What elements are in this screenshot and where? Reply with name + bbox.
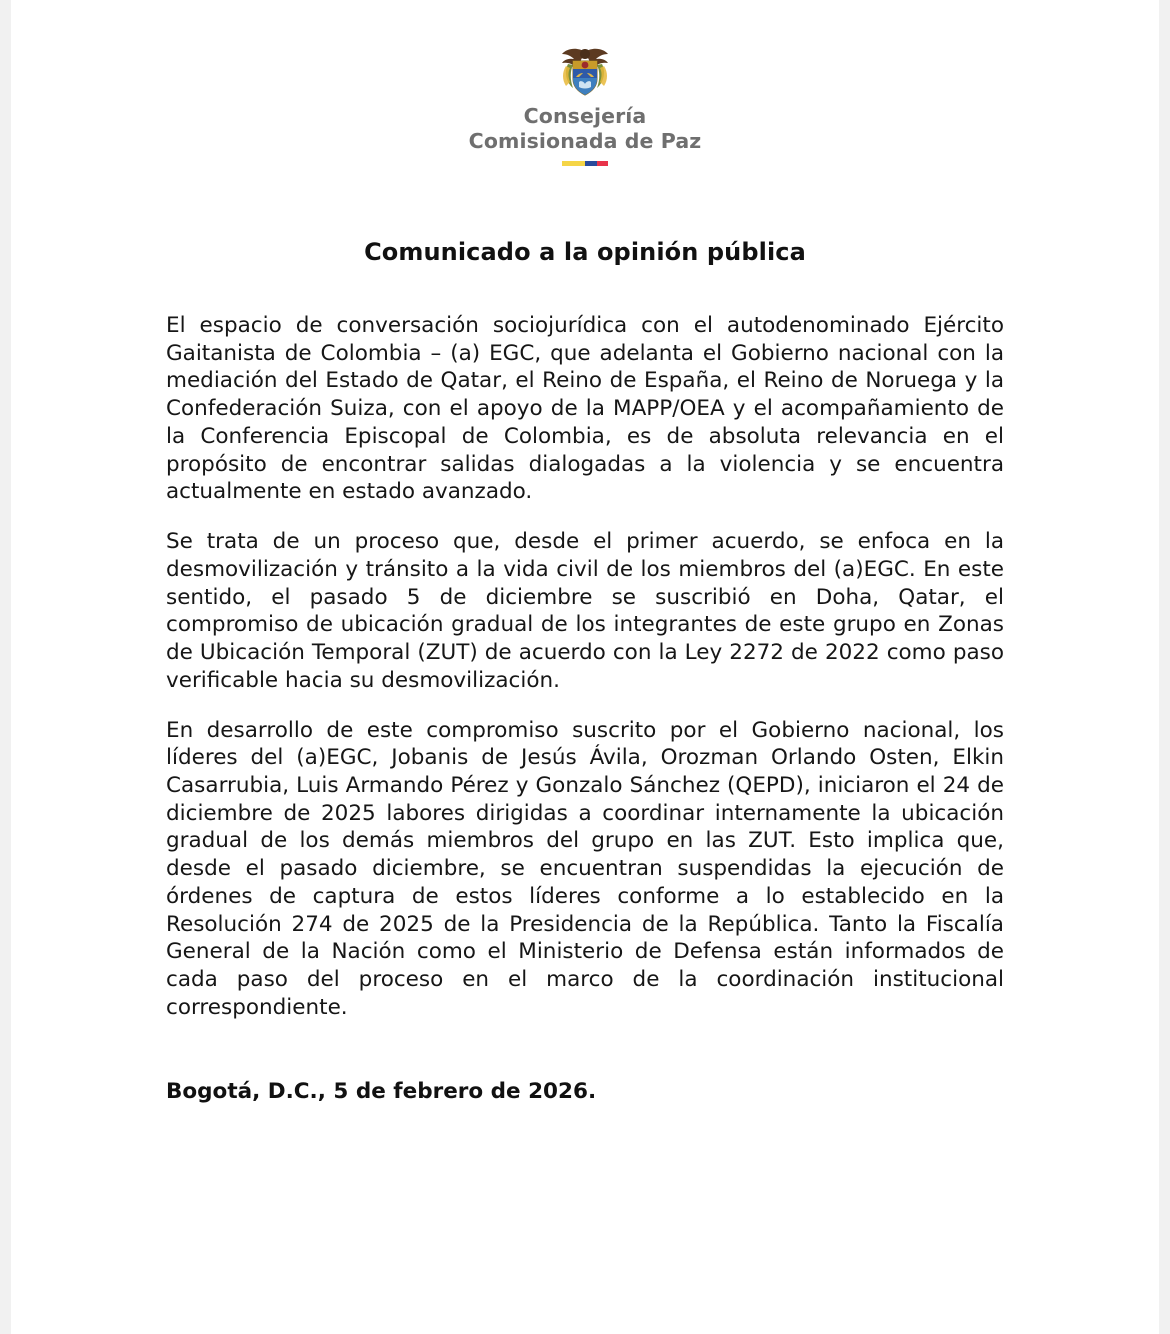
paragraph-3: En desarrollo de este compromiso suscrito por el Gobierno nacional, los líderes del (a)EGC, Jobanis de Jesús Ávila, Orozman Orlando Osten, Elkin Casarrubia, Luis Armando Pérez y Gonzalo Sánchez (QEPD), iniciaron el 24 de diciembre de 2025 labores dirigidas a coordinar internamente la ubicación gradual de los demás miembros del grupo en las ZUT. Esto implica que, desde el pasado diciembre, se encuentran suspendidas la ejecución de órdenes de captura de estos líderes conforme a lo establecido en la Resolución 274 de 2025 de la Presidencia de la República. Tanto la Fiscalía General de la Nación como el Ministerio de Defensa están informados de cada paso del proceso en el marco de la coordinación institucional correspondiente.: [166, 717, 1004, 1020]
colombia-coat-of-arms-icon: [554, 46, 616, 98]
letterhead: [11, 0, 1159, 166]
paragraph-2: Se trata de un proceso que, desde el primer acuerdo, se enfoca en la desmovilización y tránsito a la vida civil de los miembros del (a)EGC. En este sentido, el pasado 5 de diciembre se suscribió en Doha, Qatar, el compromiso de ubicación gradual de los integrantes de este grupo en Zonas de Ubicación Temporal (ZUT) de acuerdo con la Ley 2272 de 2022 como paso verificable hacia su desmovilización.: [166, 529, 1004, 693]
document-page: [11, 0, 1159, 1334]
page-title: Comunicado a la opinión pública: [364, 238, 806, 266]
signoff-line: Bogotá, D.C., 5 de febrero de 2026.: [166, 1078, 597, 1104]
organization-name: [469, 104, 702, 154]
flag-stripe-blue: [585, 161, 597, 166]
organization-line-1: Consejería: [523, 104, 647, 128]
flag-stripe-yellow: [562, 161, 585, 166]
document-body: [166, 266, 1004, 1022]
colombia-flag-bar-icon: [562, 161, 608, 166]
organization-line-2: Comisionada de Paz: [468, 129, 702, 153]
flag-stripe-red: [597, 161, 609, 166]
paragraph-1: El espacio de conversación sociojurídica con el autodenominado Ejército Gaitanista de Colombia – (a) EGC, que adelanta el Gobierno nacional con la mediación del Estado de Qatar, el Reino de España, el Reino de Noruega y la Confederación Suiza, con el apoyo de la MAPP/OEA y el acompañamiento de la Conferencia Episcopal de Colombia, es de absoluta relevancia en el propósito de encontrar salidas dialogadas a la violencia y se encuentra actualmente en estado avanzado.: [166, 313, 1004, 505]
